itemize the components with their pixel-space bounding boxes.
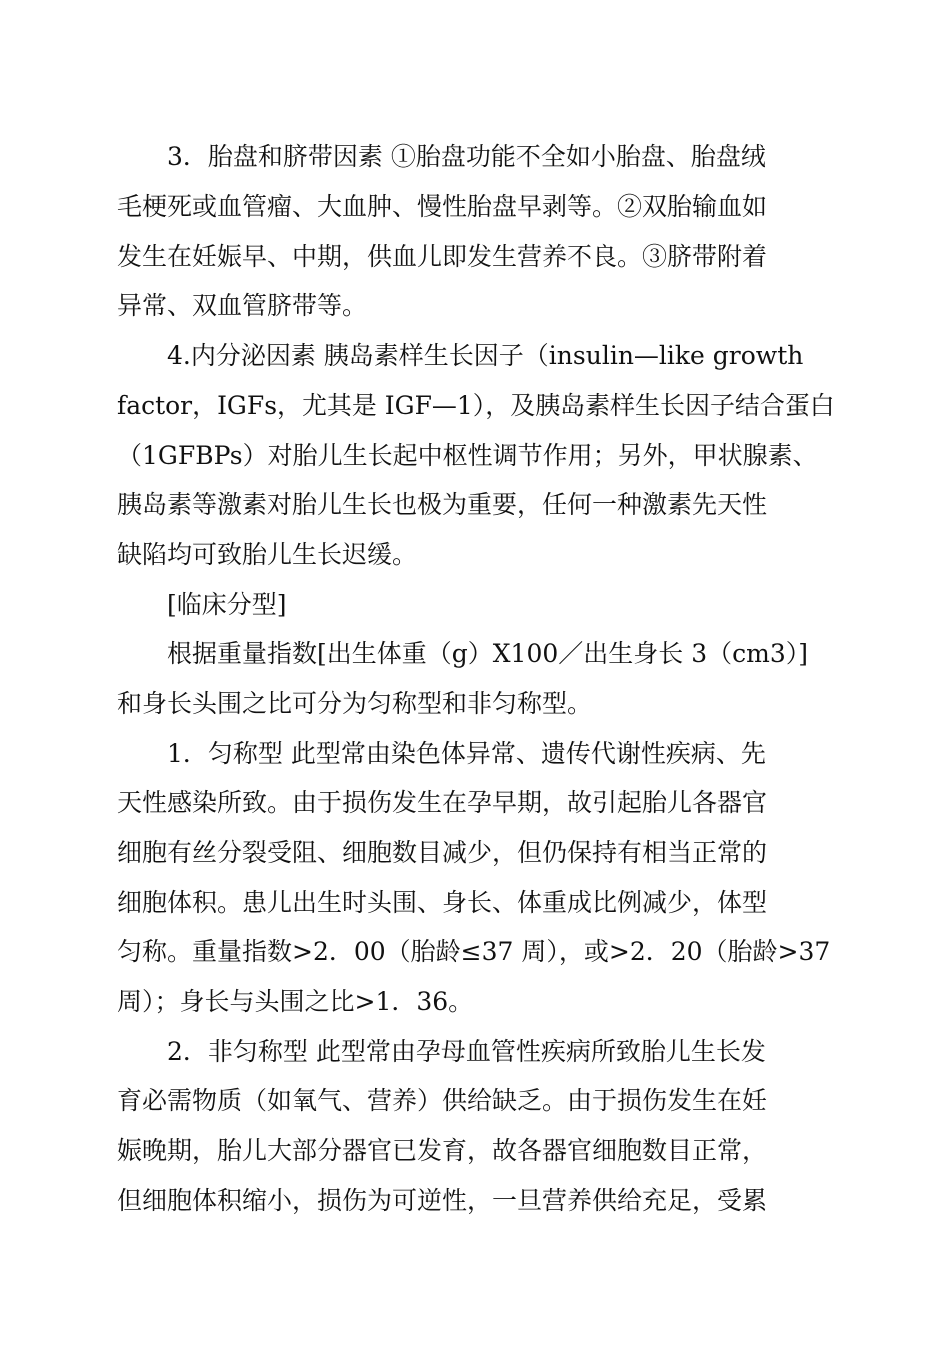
paragraph-asymmetric-line-4: 但细胞体积缩小，损伤为可逆性，一旦营养供给充足，受累 [117, 1186, 768, 1215]
paragraph-endocrine-line-5: 缺陷均可致胎儿生长迟缓。 [117, 540, 418, 569]
section-heading-clinical-types: [临床分型] [167, 590, 287, 619]
paragraph-placenta-line-2: 毛梗死或血管瘤、大血肿、慢性胎盘早剥等。②双胎输血如 [117, 192, 768, 221]
paragraph-classification-line-2: 和身长头围之比可分为匀称型和非匀称型。 [117, 689, 593, 718]
paragraph-symmetric-line-6: 周）；身长与头围之比>1．36。 [117, 987, 474, 1016]
paragraph-symmetric-line-1: 1．匀称型 此型常由染色体异常、遗传代谢性疾病、先 [167, 739, 766, 768]
paragraph-asymmetric-line-3: 娠晚期，胎儿大部分器官已发育，故各器官细胞数目正常， [117, 1136, 768, 1165]
paragraph-asymmetric-line-1: 2．非匀称型 此型常由孕母血管性疾病所致胎儿生长发 [167, 1037, 766, 1066]
paragraph-classification-line-1: 根据重量指数[出生体重（g）X100／出生身长 3（cm3）] [167, 639, 808, 668]
paragraph-endocrine-line-1: 4.内分泌因素 胰岛素样生长因子（insulin—like growth [167, 341, 804, 370]
paragraph-placenta-line-4: 异常、双血管脐带等。 [117, 291, 368, 320]
paragraph-endocrine-line-2: factor，IGFs，尤其是 IGF—1），及胰岛素样生长因子结合蛋白 [117, 391, 835, 420]
paragraph-endocrine-line-4: 胰岛素等激素对胎儿生长也极为重要，任何一种激素先天性 [117, 490, 768, 519]
paragraph-asymmetric-line-2: 育必需物质（如氧气、营养）供给缺乏。由于损伤发生在妊 [117, 1086, 768, 1115]
paragraph-symmetric-line-5: 匀称。重量指数>2．00（胎龄≤37 周），或>2．20（胎龄>37 [117, 937, 831, 966]
paragraph-placenta-line-3: 发生在妊娠早、中期，供血儿即发生营养不良。③脐带附着 [117, 242, 768, 271]
paragraph-symmetric-line-3: 细胞有丝分裂受阻、细胞数目减少，但仍保持有相当正常的 [117, 838, 768, 867]
paragraph-endocrine-line-3: （1GFBPs）对胎儿生长起中枢性调节作用；另外，甲状腺素、 [117, 441, 818, 470]
paragraph-symmetric-line-4: 细胞体积。患儿出生时头围、身长、体重成比例减少，体型 [117, 888, 768, 917]
paragraph-symmetric-line-2: 天性感染所致。由于损伤发生在孕早期，故引起胎儿各器官 [117, 788, 768, 817]
paragraph-placenta-line-1: 3．胎盘和脐带因素 ①胎盘功能不全如小胎盘、胎盘绒 [167, 142, 766, 171]
